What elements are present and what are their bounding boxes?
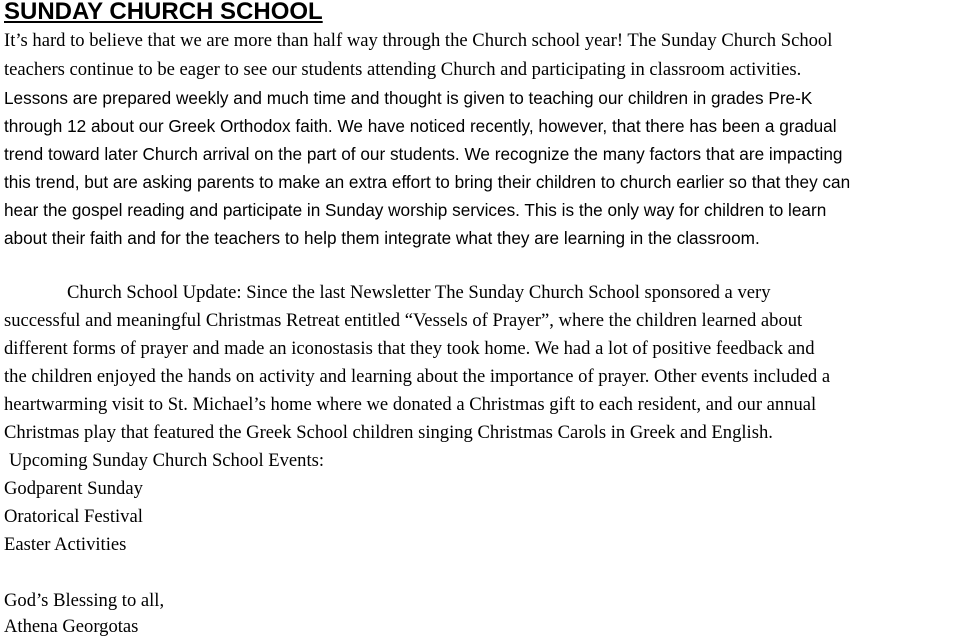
- list-item: Easter Activities: [4, 534, 127, 555]
- paragraph-line: It’s hard to believe that we are more than half way through the Church school year! The Sunday Church School: [4, 30, 833, 51]
- paragraph-line: teachers continue to be eager to see our students attending Church and participating in classroom activities.: [4, 59, 802, 80]
- section-title: SUNDAY CHURCH SCHOOL: [4, 0, 323, 25]
- paragraph-line: trend toward later Church arrival on the part of our students. We recognize the many factors that are impacting: [4, 144, 843, 164]
- paragraph-line: Lessons are prepared weekly and much time and thought is given to teaching our children in grades Pre-K: [4, 88, 813, 108]
- paragraph-line: the children enjoyed the hands on activity and learning about the importance of prayer. Other events included a: [4, 366, 831, 387]
- list-item: Oratorical Festival: [4, 506, 143, 527]
- paragraph-line: hear the gospel reading and participate in Sunday worship services. This is the only way for children to learn: [4, 200, 827, 220]
- events-heading: Upcoming Sunday Church School Events:: [9, 450, 325, 471]
- signature: Athena Georgotas: [4, 616, 139, 637]
- list-item: Godparent Sunday: [4, 478, 143, 499]
- paragraph-line: successful and meaningful Christmas Retreat entitled “Vessels of Prayer”, where the children learned about: [4, 310, 803, 331]
- paragraph-line: heartwarming visit to St. Michael’s home where we donated a Christmas gift to each resident, and our annual: [4, 394, 817, 415]
- paragraph-line: this trend, but are asking parents to make an extra effort to bring their children to church earlier so that they can: [4, 172, 851, 192]
- paragraph-line: different forms of prayer and made an iconostasis that they took home. We had a lot of positive feedback and: [4, 338, 815, 359]
- paragraph-line: about their faith and for the teachers to help them integrate what they are learning in the classroom.: [4, 228, 760, 248]
- paragraph-line: through 12 about our Greek Orthodox faith. We have noticed recently, however, that there has been a gradual: [4, 116, 837, 136]
- paragraph-line: Christmas play that featured the Greek School children singing Christmas Carols in Greek and English.: [4, 422, 773, 443]
- paragraph-line: Church School Update: Since the last Newsletter The Sunday Church School sponsored a very: [67, 282, 771, 303]
- closing-blessing: God’s Blessing to all,: [4, 590, 165, 611]
